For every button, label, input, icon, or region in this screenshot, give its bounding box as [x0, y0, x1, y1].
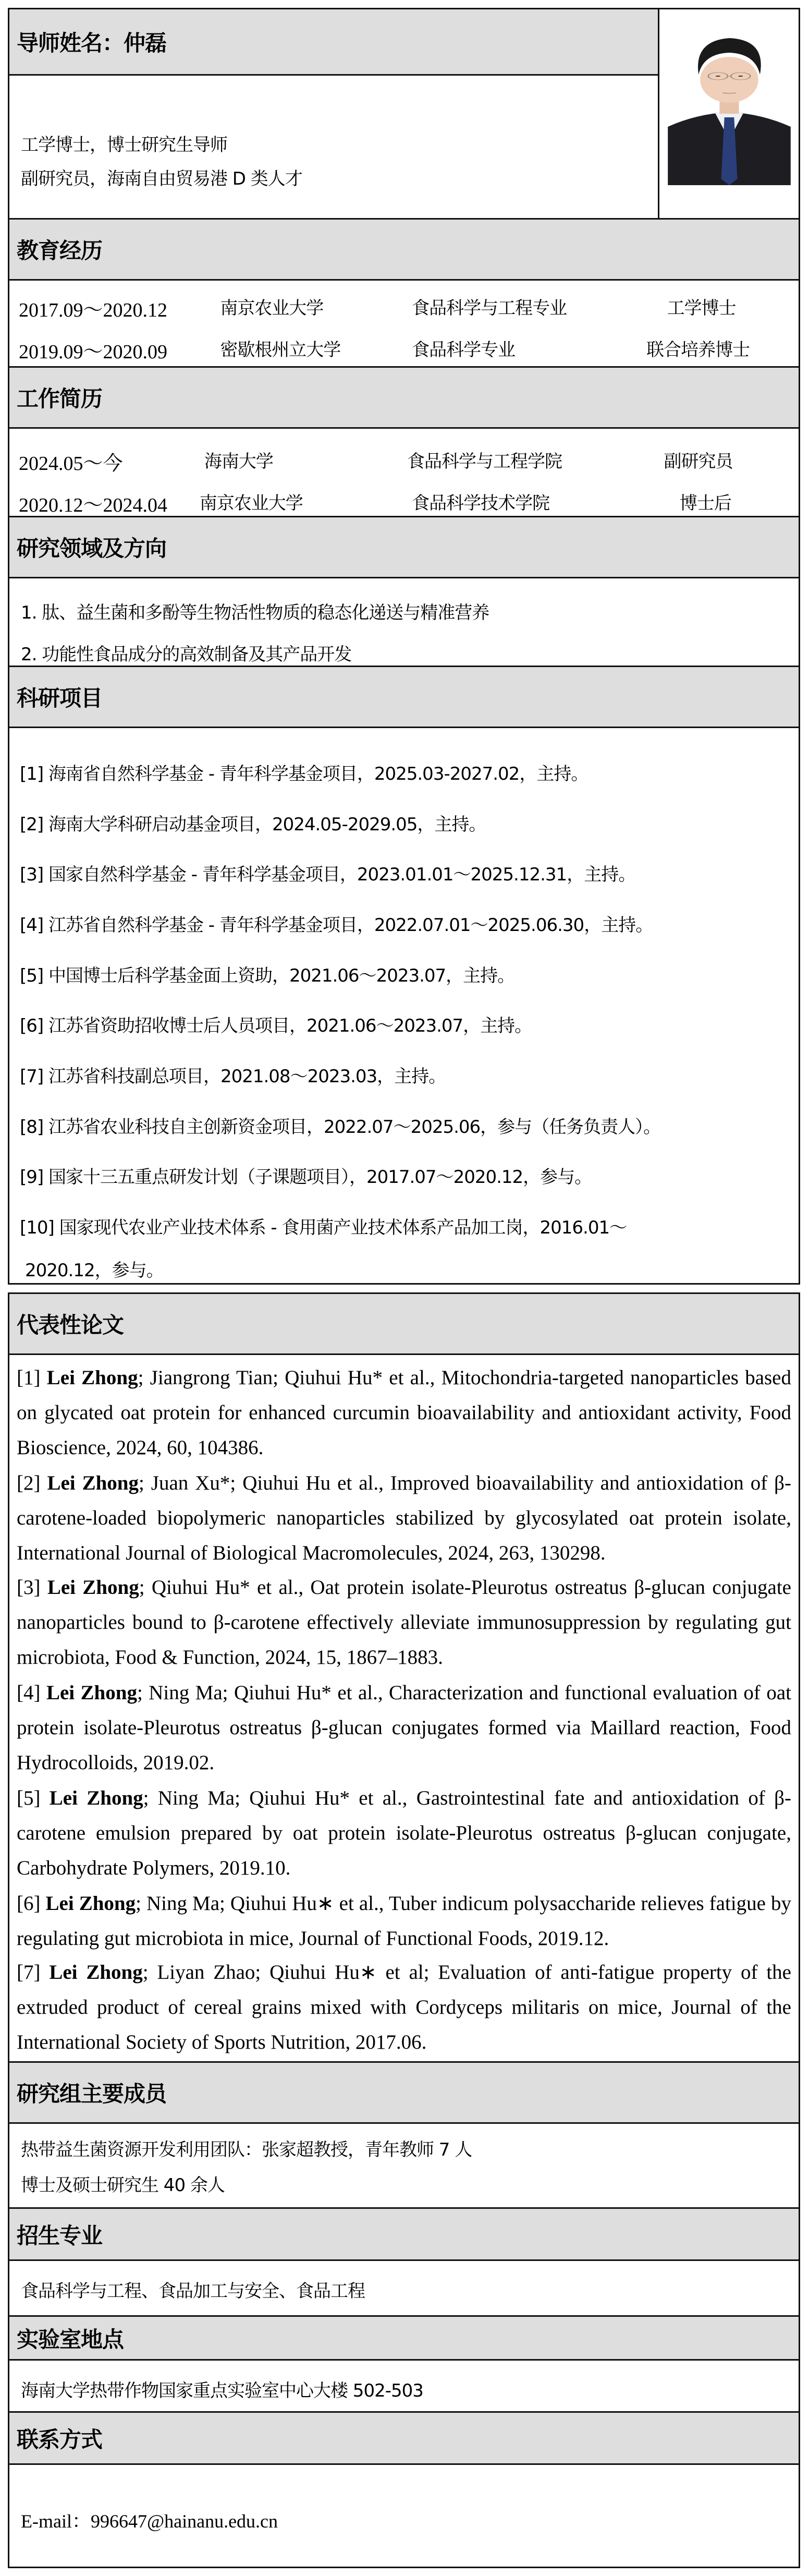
research-title: 研究领域及方向 — [17, 536, 167, 561]
paper-item — [17, 1466, 791, 1570]
education-header — [9, 220, 799, 281]
papers-header — [9, 1294, 799, 1355]
profile-table-1 — [8, 8, 800, 1285]
work-title: 工作简历 — [17, 386, 103, 412]
majors-title: 招生专业 — [17, 2222, 103, 2248]
paper-index: [5] — [17, 1787, 41, 1809]
email-link[interactable]: 996647@hainanu.edu.cn — [90, 2511, 278, 2532]
research-item: 1. 肽、益生菌和多酚等生物活性物质的稳态化递送与精准营养 — [21, 602, 489, 623]
education-degree: 联合培养博士 — [646, 340, 750, 360]
contact-email-row — [21, 2507, 278, 2533]
education-institution: 密歇根州立大学 — [220, 340, 341, 360]
team-line: 博士及硕士研究生 40 余人 — [21, 2175, 225, 2196]
work-position: 副研究员 — [664, 451, 733, 472]
papers-body — [9, 1355, 799, 2063]
projects-title: 科研项目 — [17, 685, 103, 711]
education-body — [9, 281, 799, 368]
education-row — [9, 335, 799, 361]
work-position: 博士后 — [679, 493, 731, 514]
portrait-photo-icon — [665, 22, 794, 185]
project-item: [9] 国家十三五重点研发计划（子课题项目），2017.07～2020.12，参与。 — [20, 1167, 592, 1188]
project-item: [4] 江苏省自然科学基金 - 青年科学基金项目，2022.07.01～2025.06.30，主持。 — [20, 915, 653, 936]
paper-rest: ; Liyan Zhao; Qiuhui Hu∗ et al; Evaluation of anti-fatigue property of the extruded product of cereal grains mixed with Cordyceps militaris on mice, Journal of the International Society of Sports Nutrition, 2017.06. — [17, 1961, 791, 2053]
education-row — [9, 294, 799, 320]
paper-index: [3] — [17, 1576, 41, 1599]
profile-table-2 — [8, 1292, 800, 2568]
paper-rest: ; Ning Ma; Qiuhui Hu∗ et al., Tuber indicum polysaccharide relieves fatigue by regulating gut microbiota in mice, Journal of Functional Foods, 2019.12. — [17, 1892, 791, 1950]
education-period: 2019.09～2020.09 — [19, 341, 168, 363]
projects-body — [9, 728, 799, 1283]
work-institution: 海南大学 — [204, 451, 273, 472]
project-item: [7] 江苏省科技副总项目，2021.08～2023.03，主持。 — [20, 1066, 446, 1087]
work-institution: 南京农业大学 — [199, 493, 303, 514]
education-period: 2017.09～2020.12 — [19, 299, 168, 321]
work-unit: 食品科学与工程学院 — [407, 451, 562, 472]
education-major: 食品科学专业 — [412, 340, 516, 360]
paper-rest: ; Qiuhui Hu* et al., Oat protein isolate-Pleurotus ostreatus β-glucan conjugate nanoparticles bound to β-carotene effectively alleviate immunosuppression by regulating gut microbiota, Food & Function, 2024, 15, 1867–1883. — [17, 1576, 791, 1668]
project-item: [3] 国家自然科学基金 - 青年科学基金项目，2023.01.01～2025.12.31，主持。 — [20, 864, 636, 885]
team-body — [9, 2124, 799, 2209]
paper-index: [6] — [17, 1892, 41, 1915]
paper-item — [17, 1886, 791, 1956]
project-item: [2] 海南大学科研启动基金项目，2024.05-2029.05，主持。 — [20, 814, 486, 835]
paper-item — [17, 1570, 791, 1675]
education-institution: 南京农业大学 — [220, 298, 324, 319]
photo-cell — [658, 9, 799, 220]
lab-text: 海南大学热带作物国家重点实验室中心大楼 502-503 — [21, 2380, 423, 2401]
paper-index: [4] — [17, 1682, 41, 1704]
project-item: [6] 江苏省资助招收博士后人员项目，2021.06～2023.07，主持。 — [20, 1015, 532, 1036]
paper-author: Lei Zhong — [46, 1682, 137, 1704]
name-header — [9, 9, 658, 76]
team-line: 热带益生菌资源开发利用团队：张家超教授，青年教师 7 人 — [21, 2139, 472, 2160]
education-major: 食品科学与工程专业 — [412, 298, 567, 319]
paper-author: Lei Zhong — [49, 1787, 143, 1809]
research-body — [9, 578, 799, 667]
team-title: 研究组主要成员 — [17, 2081, 167, 2107]
project-item: [8] 江苏省农业科技自主创新资金项目，2022.07～2025.06，参与（任务负责人）。 — [20, 1117, 661, 1138]
paper-author: Lei Zhong — [47, 1472, 139, 1494]
paper-rest: ; Ning Ma; Qiuhui Hu* et al., Gastrointestinal fate and antioxidation of β-carotene emulsion prepared by oat protein isolate-Pleurotus ostreatus β-glucan conjugate, Carbohydrate Polymers, 2019.10. — [17, 1787, 791, 1879]
paper-author: Lei Zhong — [47, 1576, 139, 1599]
education-degree: 工学博士 — [667, 298, 736, 319]
work-unit: 食品科学技术学院 — [412, 493, 550, 514]
paper-index: [2] — [17, 1472, 41, 1494]
project-item-continuation: 2020.12，参与。 — [25, 1260, 164, 1281]
paper-item — [17, 1781, 791, 1885]
education-title: 教育经历 — [17, 238, 103, 263]
paper-author: Lei Zhong — [46, 1366, 138, 1389]
paper-rest: ; Juan Xu*; Qiuhui Hu et al., Improved bioavailability and antioxidation of β-carotene-loaded biopolymeric nanoparticles stabilized by glycosylated oat protein isolate, International Journal of Biological Macromolecules, 2024, 263, 130298. — [17, 1472, 792, 1564]
work-period: 2024.05～今 — [19, 453, 123, 475]
project-item: [5] 中国博士后科学基金面上资助，2021.06～2023.07，主持。 — [20, 965, 515, 986]
research-header — [9, 517, 799, 578]
lab-title: 实验室地点 — [17, 2326, 124, 2352]
project-item: [1] 海南省自然科学基金 - 青年科学基金项目，2025.03-2027.02，主持。 — [20, 764, 589, 784]
email-label: E-mail： — [21, 2511, 91, 2532]
contact-header — [9, 2413, 799, 2465]
paper-index: [7] — [17, 1961, 41, 1984]
paper-author: Lei Zhong — [49, 1961, 143, 1984]
projects-header — [9, 667, 799, 728]
majors-text: 食品科学与工程、食品加工与安全、食品工程 — [21, 2281, 365, 2302]
intro-line-2: 副研究员，海南自由贸易港 D 类人才 — [21, 168, 302, 189]
majors-body — [9, 2261, 799, 2317]
paper-item — [17, 1675, 791, 1780]
work-row — [9, 489, 799, 515]
contact-title: 联系方式 — [17, 2426, 103, 2452]
team-header — [9, 2063, 799, 2124]
intro-cell — [9, 76, 658, 220]
paper-rest: ; Ning Ma; Qiuhui Hu* et al., Characterization and functional evaluation of oat protein isolate-Pleurotus ostreatus β-glucan conjugates formed via Maillard reaction, Food Hydrocolloids, 2019.02. — [17, 1682, 791, 1774]
paper-index: [1] — [17, 1366, 41, 1389]
project-item: [10] 国家现代农业产业技术体系 - 食用菌产业技术体系产品加工岗，2016.01～ — [20, 1217, 627, 1238]
paper-rest: ; Jiangrong Tian; Qiuhui Hu* et al., Mitochondria-targeted nanoparticles based on glycated oat protein for enhanced curcumin bioavailability and antioxidant activity, Food Bioscience, 2024, 60, 104386. — [17, 1366, 791, 1459]
work-body — [9, 429, 799, 517]
majors-header — [9, 2209, 799, 2261]
contact-body — [9, 2465, 799, 2567]
lab-body — [9, 2361, 799, 2413]
name-header-text: 导师姓名：仲磊 — [17, 30, 167, 56]
work-header — [9, 368, 799, 429]
research-item: 2. 功能性食品成分的高效制备及其产品开发 — [21, 644, 352, 665]
intro-line-1: 工学博士，博士研究生导师 — [21, 135, 227, 155]
papers-title: 代表性论文 — [17, 1312, 124, 1338]
work-period: 2020.12～2024.04 — [19, 494, 168, 516]
paper-item — [17, 1955, 791, 2060]
paper-item — [17, 1360, 791, 1465]
lab-header — [9, 2317, 799, 2361]
paper-author: Lei Zhong — [45, 1892, 136, 1915]
work-row — [9, 447, 799, 473]
